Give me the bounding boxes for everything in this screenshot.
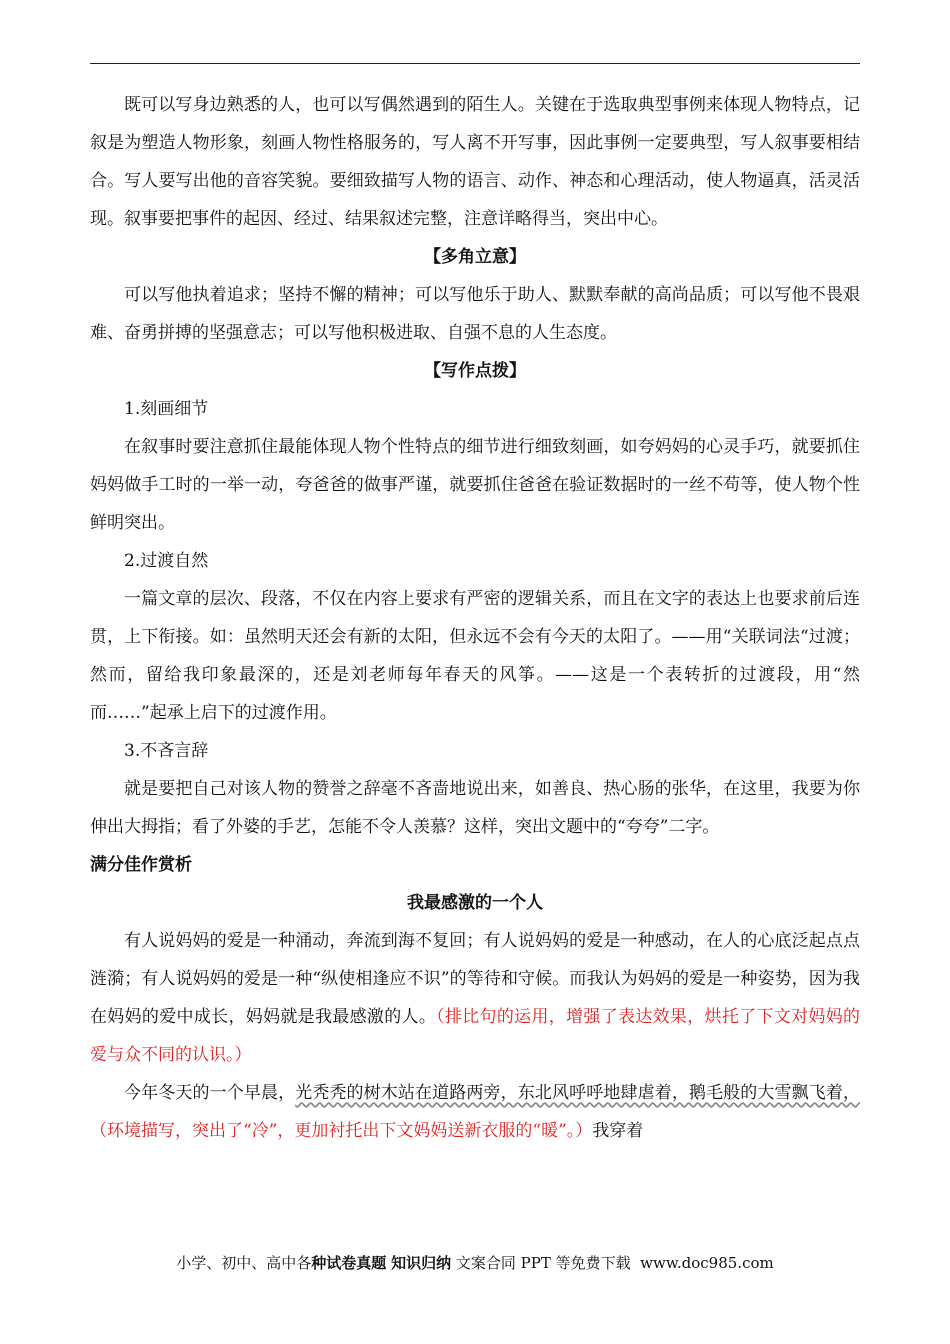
document-body	[90, 86, 860, 1150]
tip3-paragraph: 就是要把自己对该人物的赞誉之辞毫不吝啬地说出来，如善良、热心肠的张华，在这里，我要为你伸出大拇指；看了外婆的手艺，怎能不令人羡慕？这样，突出文题中的“夸夸”二字。	[90, 779, 860, 837]
essay-p1-annotation: （排比句的运用，增强了表达效果，烘托了下文对妈妈的爱与众不同的认识。）	[90, 1007, 861, 1065]
essay-p1-text: 有人说妈妈的爱是一种涌动，奔流到海不复回；有人说妈妈的爱是一种感动，在人的心底泛起点点涟漪；有人说妈妈的爱是一种“纵使相逢应不识”的等待和守候。而我认为妈妈的爱是一种姿势，因为我在妈妈的爱中成长，妈妈就是我最感激的人。	[90, 931, 860, 1027]
essay-title: 我最感激的一个人	[407, 893, 543, 913]
essay-p2-annotation: （环境描写，突出了“冷”，更加衬托出下文妈妈送新衣服的“暖”。）	[90, 1121, 593, 1141]
footer-part4: 文案合同 PPT 等免费下载	[455, 1254, 631, 1272]
intro-paragraph: 既可以写身边熟悉的人，也可以写偶然遇到的陌生人。关键在于选取典型事例来体现人物特点，记叙是为塑造人物形象，刻画人物性格服务的，写人离不开写事，因此事例一定要典型，写人叙事要相结合。写人要写出他的音容笑貌。要细致描写人物的语言、动作、神态和心理活动，使人物逼真，活灵活现。叙事要把事件的起因、经过、结果叙述完整，注意详略得当，突出中心。	[90, 95, 860, 229]
tip2-paragraph: 一篇文章的层次、段落，不仅在内容上要求有严密的逻辑关系，而且在文字的表达上也要求前后连贯，上下衔接。如：虽然明天还会有新的太阳，但永远不会有今天的太阳了。——用“关联词法“过渡；然而，留给我印象最深的，还是刘老师每年春天的风筝。——这是一个表转折的过渡段，用“然而……”起承上启下的过渡作用。	[90, 589, 860, 723]
header-rule	[90, 63, 860, 64]
footer-part2: 种试卷真题	[311, 1254, 387, 1272]
essay-label: 满分佳作赏析	[90, 855, 192, 875]
tip1-paragraph: 在叙事时要注意抓住最能体现人物个性特点的细节进行细致刻画，如夸妈妈的心灵手巧，就要抓住妈妈做手工时的一举一动，夸爸爸的做事严谨，就要抓住爸爸在验证数据时的一丝不苟等，使人物个性鲜明突出。	[90, 437, 860, 533]
page-footer	[0, 1252, 950, 1274]
essay-paragraph-2	[90, 1074, 860, 1150]
essay-p2-underlined: 光秃秃的树木站在道路两旁，东北风呼呼地肆虐着，鹅毛般的大雪飘飞着，	[295, 1083, 861, 1103]
section-heading-tips: 【写作点拨】	[424, 361, 526, 381]
essay-paragraph-1	[90, 922, 860, 1074]
footer-part3: 知识归纳	[391, 1254, 452, 1272]
footer-url[interactable]: www.doc985.com	[640, 1254, 774, 1272]
tip1-title: 1.刻画细节	[124, 399, 209, 419]
angles-paragraph: 可以写他执着追求；坚持不懈的精神；可以写他乐于助人、默默奉献的高尚品质；可以写他不畏艰难、奋勇拼搏的坚强意志；可以写他积极进取、自强不息的人生态度。	[90, 285, 860, 343]
essay-p2-lead: 今年冬天的一个早晨，	[124, 1083, 296, 1103]
section-heading-angles: 【多角立意】	[424, 247, 526, 267]
essay-p2-tail: 我穿着	[592, 1121, 644, 1141]
tip3-title: 3.不吝言辞	[124, 741, 209, 761]
footer-part1: 小学、初中、高中各	[176, 1254, 312, 1272]
tip2-title: 2.过渡自然	[124, 551, 209, 571]
